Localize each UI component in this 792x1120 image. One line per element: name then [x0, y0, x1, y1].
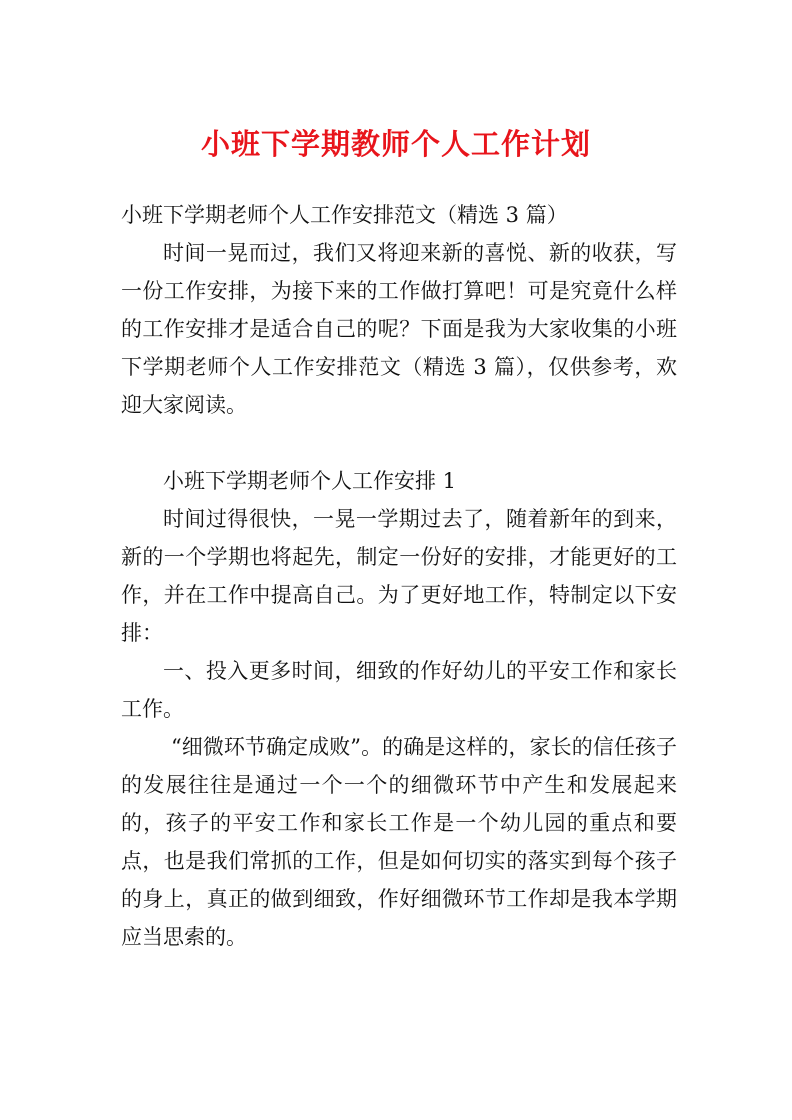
document-title: 小班下学期教师个人工作计划: [200, 127, 591, 161]
section-heading: 小班下学期老师个人工作安排 1: [163, 469, 457, 493]
intro-paragraph: 时间一晃而过，我们又将迎来新的喜悦、新的收获，写一份工作安排，为接下来的工作做打算吧！可是究竟什么样的工作安排才是适合自己的呢？下面是我为大家收集的小班下学期老师个人工作安排范文（精选 3 篇），仅供参考，欢迎大家阅读。: [121, 241, 677, 417]
list-item: 一、投入更多时间，细致的作好幼儿的平安工作和家长工作。: [121, 659, 677, 721]
document-body: [121, 196, 677, 956]
section-paragraph-detail: “细微环节确定成败”。的确是这样的，家长的信任孩子的发展往往是通过一个一个的细微环节中产生和发展起来的，孩子的平安工作和家长工作是一个幼儿园的重点和要点，也是我们常抓的工作，但是如何切实的落实到每个孩子的身上，真正的做到细致，作好细微环节工作却是我本学期应当思索的。: [121, 735, 677, 949]
section-paragraph: 时间过得很快，一晃一学期过去了，随着新年的到来，新的一个学期也将起先，制定一份好的安排，才能更好的工作，并在工作中提高自己。为了更好地工作，特制定以下安排：: [121, 507, 677, 645]
paragraph-spacer: [121, 424, 677, 462]
document-subtitle: 小班下学期老师个人工作安排范文（精选 3 篇）: [121, 203, 568, 227]
